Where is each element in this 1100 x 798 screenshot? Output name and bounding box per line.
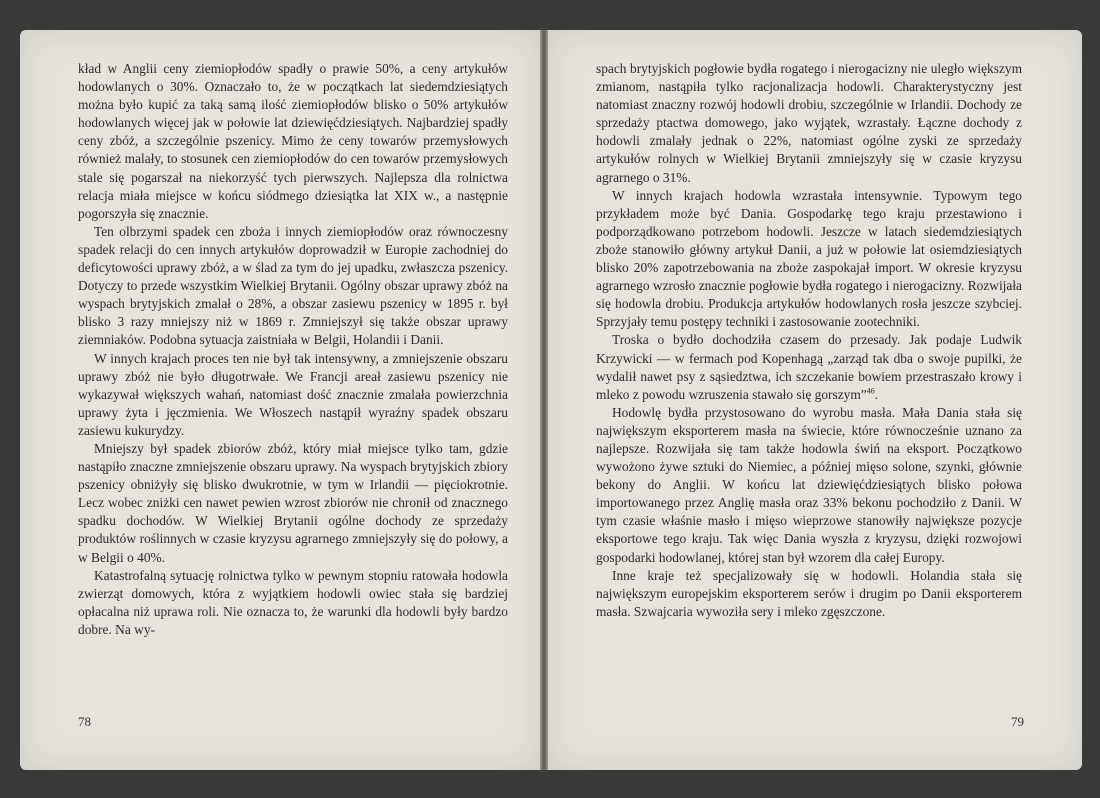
right-page-text bbox=[596, 60, 1022, 621]
left-page-text bbox=[78, 60, 508, 639]
paragraph: W innych krajach proces ten nie był tak intensywny, a zmniejszenie obszaru uprawy zbóż nie było długotrwałe. We Francji areał zasiewu pszenicy nie wykazywał większych wahań, natomiast dość znacznie zmalała powierzchnia uprawy żyta i jęczmienia. We Włoszech nastąpił wyraźny spadek obszaru zasiewu kukurydzy. bbox=[78, 350, 508, 438]
paragraph: kład w Anglii ceny ziemiopłodów spadły o prawie 50%, a ceny artykułów hodowlanych o 30%. Oznaczało to, że w początkach lat siedemdziesiątych można było kupić za taką samą ilość ziemiopłodów blisko o 50% artykułów hodowlanych więcej jak w połowie lat dziewięćdziesiątych. Najbardziej spadły ceny zbóż, a szczególnie pszenicy. Mimo że ceny towarów przemysłowych również malały, to stosunek cen ziemiopłodów do cen towarów przemysłowych stale się pogarszał na niekorzyść tych pierwszych. Najlepsza dla rolnictwa relacja miała miejsce w końcu siódmego dziesiątka lat XIX w., a następnie pogorszyła się znacznie. bbox=[78, 61, 508, 221]
paragraph: Mniejszy był spadek zbiorów zbóż, który miał miejsce tylko tam, gdzie nastąpiło znaczne zmniejszenie obszaru uprawy. Na wyspach brytyjskich zbiory pszenicy obniżyły się blisko dwukrotnie, w tym w Irlandii — pięciokrotnie. Lecz wobec zniżki cen nawet pewien wzrost zbiorów nie chronił od znacznego spadku dochodów. W Wielkiej Brytanii ogólne dochody ze sprzedaży produktów roślinnych w czasie kryzysu agrarnego zmniejszyły się do połowy, a w Belgii o 40%. bbox=[78, 440, 508, 565]
page-number-left: 78 bbox=[78, 714, 91, 729]
page-number-right: 79 bbox=[1011, 714, 1024, 729]
book-gutter bbox=[540, 30, 548, 770]
paragraph: Hodowlę bydła przystosowano do wyrobu masła. Mała Dania stała się największym eksporterem masła na świecie, które równocześnie uznano za najlepsze. Rozwijała się tam także hodowla świń na eksport. Początkowo wywożono żywe sztuki do Niemiec, a później mięso solone, szynki, głównie bekony do Anglii. W końcu lat dziewięćdziesiątych blisko połowa importowanego przez Anglię masła oraz 33% bekonu pochodziło z Danii. W tym czasie właśnie masło i mięso wieprzowe stanowiły największe pozycje eksportowe tego kraju. Tak więc Dania wyszła z kryzysu, dzięki rozwojowi gospodarki hodowlanej, której stan był wzorem dla całej Europy. bbox=[596, 404, 1022, 565]
footnote-ref: 46 bbox=[866, 386, 875, 396]
paragraph: Katastrofalną sytuację rolnictwa tylko w pewnym stopniu ratowała hodowla zwierząt domowych, która z wyjątkiem hodowli owiec stała się bardziej opłacalna niż uprawa roli. Nie oznacza to, że warunki dla hodowli były bardzo dobre. Na wy- bbox=[78, 567, 508, 637]
paragraph: Inne kraje też specjalizowały się w hodowli. Holandia stała się największym europejskim eksporterem serów i drugim po Danii eksporterem masła. Szwajcaria wywoziła sery i mleko zgęszczone. bbox=[596, 567, 1022, 619]
left-page bbox=[20, 30, 540, 770]
paragraph: Troska o bydło dochodziła czasem do przesady. Jak podaje Ludwik Krzywicki — w fermach pod Kopenhagą „zarząd tak dba o swoje pupilki, że wydalił nawet psy z sąsiedztwa, ich szczekanie bowiem przestraszało krowy i mleko z powodu wzruszenia stawało się gorszym”$^{46}$. bbox=[596, 332, 1022, 402]
quote-text: Troska o bydło dochodziła czasem do przesady. Jak podaje Ludwik Krzywicki — w fermach pod Kopenhagą „zarząd tak dba o swoje pupilki, że wydalił nawet psy z sąsiedztwa, ich szczekanie bowiem przestraszało krowy i mleko z powodu wzruszenia stawało się gorszym” bbox=[596, 332, 1022, 402]
right-page bbox=[548, 30, 1082, 770]
paragraph: spach brytyjskich pogłowie bydła rogatego i nierogacizny nie uległo większym zmianom, nastąpiła tylko racjonalizacja hodowli. Charakterystyczny jest natomiast znaczny rozwój hodowli drobiu, szczególnie w Irlandii. Dochody ze sprzedaży ptactwa domowego, jako wyjątek, wzrastały. Łączne dochody z hodowli zmalały jednak o 22%, natomiast ogólne zyski ze sprzedaży artykułów rolnych w Wielkiej Brytanii zmniejszyły się w czasie kryzysu agrarnego o 31%. bbox=[596, 61, 1022, 185]
paragraph: Ten olbrzymi spadek cen zboża i innych ziemiopłodów oraz równoczesny spadek relacji do cen innych artykułów doprowadził w Europie zachodniej do deficytowości uprawy zbóż, a w ślad za tym do jej upadku, zwłaszcza pszenicy. Dotyczy to przede wszystkim Wielkiej Brytanii. Ogólny obszar uprawy zbóż na wyspach brytyjskich zmalał o 28%, a obszar zasiewu pszenicy w 1895 r. był blisko 3 razy mniejszy niż w 1869 r. Zmniejszył się także obszar uprawy ziemniaków. Podobna sytuacja zaistniała w Belgii, Holandii i Danii. bbox=[78, 223, 508, 348]
paragraph: W innych krajach hodowla wzrastała intensywnie. Typowym tego przykładem może być Dania. Gospodarkę tego kraju przestawiono i podporządkowano potrzebom hodowli. Jeszcze w latach siedemdziesiątych zboże stanowiło główny artykuł Danii, a już w połowie lat osiemdziesiątych blisko 20% zapotrzebowania na zboże zaspokajał import. W okresie kryzysu agrarnego wzrosło znacznie pogłowie bydła rogatego i nierogacizny. Rozwijała się hodowla drobiu. Produkcja artykułów hodowlanych rosła jeszcze szybciej. Sprzyjały temu postępy techniki i zastosowanie zootechniki. bbox=[596, 187, 1022, 330]
